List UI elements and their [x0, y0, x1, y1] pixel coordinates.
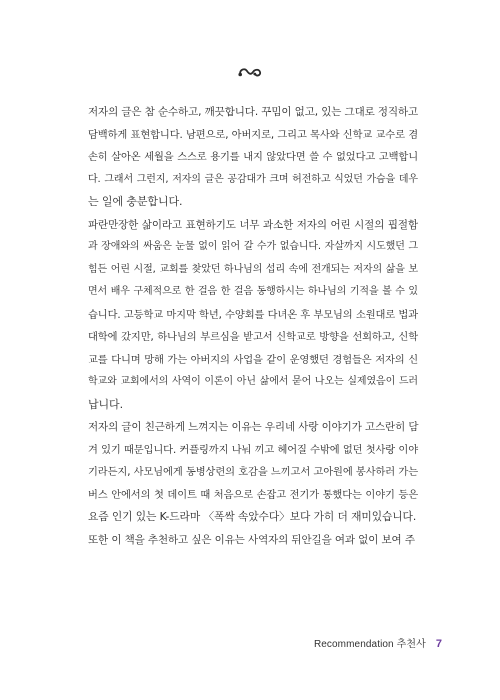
text-line: 요즘 인기 있는 K-드라마 〈폭싹 속았수다〉보다 가히 더 재미있습니다. [88, 510, 417, 523]
text-line: 과 장애와의 싸움은 눈물 없이 읽어 갈 수가 없습니다. 자살까지 시도했던 그 [88, 241, 418, 252]
paragraph [88, 416, 418, 529]
paragraph [88, 529, 418, 552]
text-line: 파란만장한 삶이라고 표현하기도 너무 과소한 저자의 어린 시절의 핍절함 [88, 218, 418, 231]
text-line: 납니다. [88, 397, 123, 411]
text-line: 기라든지, 사모님에게 동병상련의 호감을 느끼고서 고아원에 봉사하러 가는 [88, 466, 418, 478]
text-line: 손히 살아온 세월을 스스로 용기를 내지 않았다면 쓸 수 없었다고 고백합니 [88, 151, 418, 163]
text-line: 다. 그래서 그런지, 저자의 글은 공감대가 크며 허전하고 식었던 가슴을 데우 [88, 173, 418, 185]
text-line: 또한 이 책을 추천하고 싶은 이유는 사역자의 뒤안길을 여과 없이 보여 주 [88, 533, 415, 546]
text-line: 버스 안에서의 첫 데이트 때 처음으로 손잡고 전기가 통했다는 이야기 등은 [88, 488, 418, 501]
text-line: 겨 있기 때문입니다. 커플링까지 나눠 끼고 헤어질 수밖에 없던 첫사랑 이야 [88, 443, 418, 456]
text-line: 대학에 갔지만, 하나님의 부르심을 받고서 신학교로 방향을 선회하고, 신학 [88, 331, 418, 343]
ornament [0, 64, 500, 88]
text-line: 힘든 어린 시절, 교회를 찾았던 하나님의 섭리 속에 전개되는 저자의 삶을 보 [88, 263, 418, 275]
text-line: 면서 배우 구체적으로 한 걸음 한 걸음 동행하시는 하나님의 기적을 볼 수 있 [88, 286, 418, 297]
text-line: 담백하게 표현합니다. 남편으로, 아버지로, 그리고 목사와 신학교 교수로 겸 [88, 128, 418, 141]
section-title: Recommendation 추천사 [313, 639, 426, 650]
text-line: 학교와 교회에서의 사역이 이론이 아닌 삶에서 묻어 나오는 실제였음이 드러 [88, 376, 418, 387]
paragraph [88, 101, 418, 214]
text-line: 습니다. 고등학교 마지막 학년, 수양회를 다녀온 후 부모님의 소원대로 법과 [88, 308, 418, 321]
swirl-ornament-icon [237, 65, 263, 79]
paragraph [88, 214, 418, 417]
text-line: 저자의 글은 참 순수하고, 깨끗합니다. 꾸밈이 없고, 있는 그대로 정직하고 [88, 106, 419, 118]
text-line: 저자의 글이 친근하게 느껴지는 이유는 우리네 사랑 이야기가 고스란히 담 [88, 421, 419, 433]
text-line: 교를 다니며 망해 가는 아버지의 사업을 같이 운영했던 경험들은 저자의 신 [88, 353, 418, 366]
page-number: 7 [435, 638, 442, 650]
text-line: 는 일에 충분합니다. [88, 195, 183, 208]
body-text [88, 101, 418, 551]
page-footer [314, 635, 442, 650]
